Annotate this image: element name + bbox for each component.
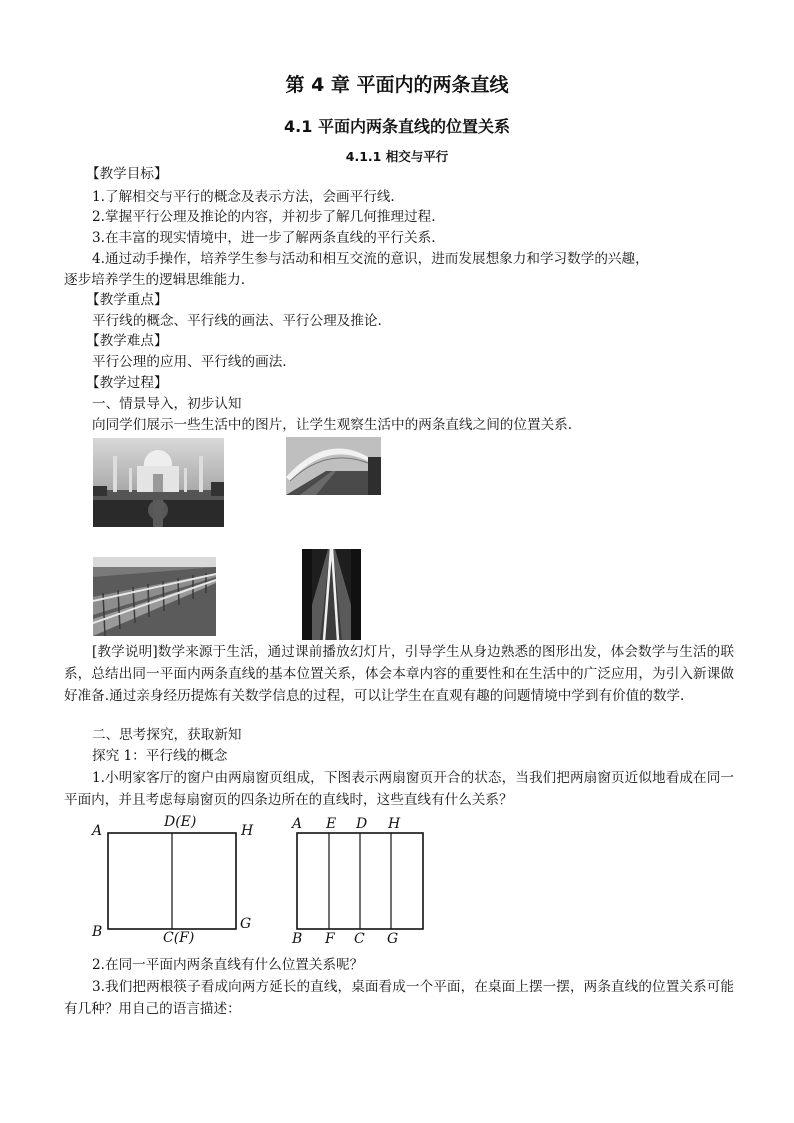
section-title: 4.1 平面内两条直线的位置关系 [284,117,510,136]
goal-item-2: 2.掌握平行公理及推论的内容，并初步了解几何推理过程. [92,209,436,225]
part1-text: 向同学们展示一些生活中的图片，让学生观察生活中的两条直线之间的位置关系. [92,417,573,433]
keypoints-heading: 【教学重点】 [86,292,168,308]
question-1: 1.小明家客厅的窗户由两扇窗页组成，下图表示两扇窗页开合的状态，当我们把两扇窗页近似地看成在同一平面内，并且考虑每扇窗页的四条边所在的直线时，这些直线有什么关系？ [64,770,734,808]
goal-item-4-cont: 逐步培养学生的逻辑思维能力. [64,272,246,288]
label-top-A: A [292,816,303,832]
process-heading: 【教学过程】 [86,375,168,391]
label-H: H [241,823,254,839]
teaching-explanation: [教学说明]数学来源于生活，通过课前播放幻灯片，引导学生从身边熟悉的图形出发，体会数学与生活的联系，总结出同一平面内两条直线的基本位置关系，体会本章内容的重要性和在生活中的广泛应用，为引入新课做好准备.通过亲身经历提炼有关数学信息的过程，可以让学生在直观有趣的问题情境中学到有价值的数学. [64,644,734,704]
part2-title: 二、思考探究，获取新知 [92,727,242,743]
chapter-title: 第 4 章 平面内的两条直线 [285,74,509,96]
goal-item-1: 1.了解相交与平行的概念及表示方法，会画平行线. [92,189,395,205]
label-bottom-G: G [387,931,399,947]
bridge-photo [286,437,381,495]
label-C-F: C(F) [163,930,195,946]
part1-title: 一、情景导入，初步认知 [92,396,242,412]
goal-item-4: 4.通过动手操作，培养学生参与活动和相互交流的意识，进而发展想象力和学习数学的兴趣， [92,251,649,267]
label-A: A [92,823,103,839]
subsection-title: 4.1.1 相交与平行 [345,149,449,164]
label-top-E: E [326,816,337,832]
taj-mahal-photo [93,438,224,527]
keypoints-text: 平行线的概念、平行线的画法、平行公理及推论. [92,313,382,329]
label-bottom-F: F [325,931,335,947]
goal-item-3: 3.在丰富的现实情境中，进一步了解两条直线的平行关系. [92,230,436,246]
label-D-E: D(E) [164,814,197,830]
question-2: 2.在同一平面内两条直线有什么位置关系呢？ [92,957,364,973]
road-photo [302,549,361,640]
label-G: G [240,916,252,932]
goals-heading: 【教学目标】 [86,166,168,182]
label-top-D: D [356,816,368,832]
difficulties-text: 平行公理的应用、平行线的画法. [92,354,287,370]
label-bottom-C: C [354,931,365,947]
label-top-H: H [388,816,401,832]
difficulties-heading: 【教学难点】 [86,333,168,349]
explore-title: 探究 1：平行线的概念 [92,748,228,764]
label-B: B [92,924,103,940]
question-3: 3.我们把两根筷子看成向两方延长的直线，桌面看成一个平面，在桌面上摆一摆，两条直线的位置关系可能有几种？用自己的语言描述： [64,979,734,1017]
railway-photo [93,557,216,636]
label-bottom-B: B [292,931,303,947]
